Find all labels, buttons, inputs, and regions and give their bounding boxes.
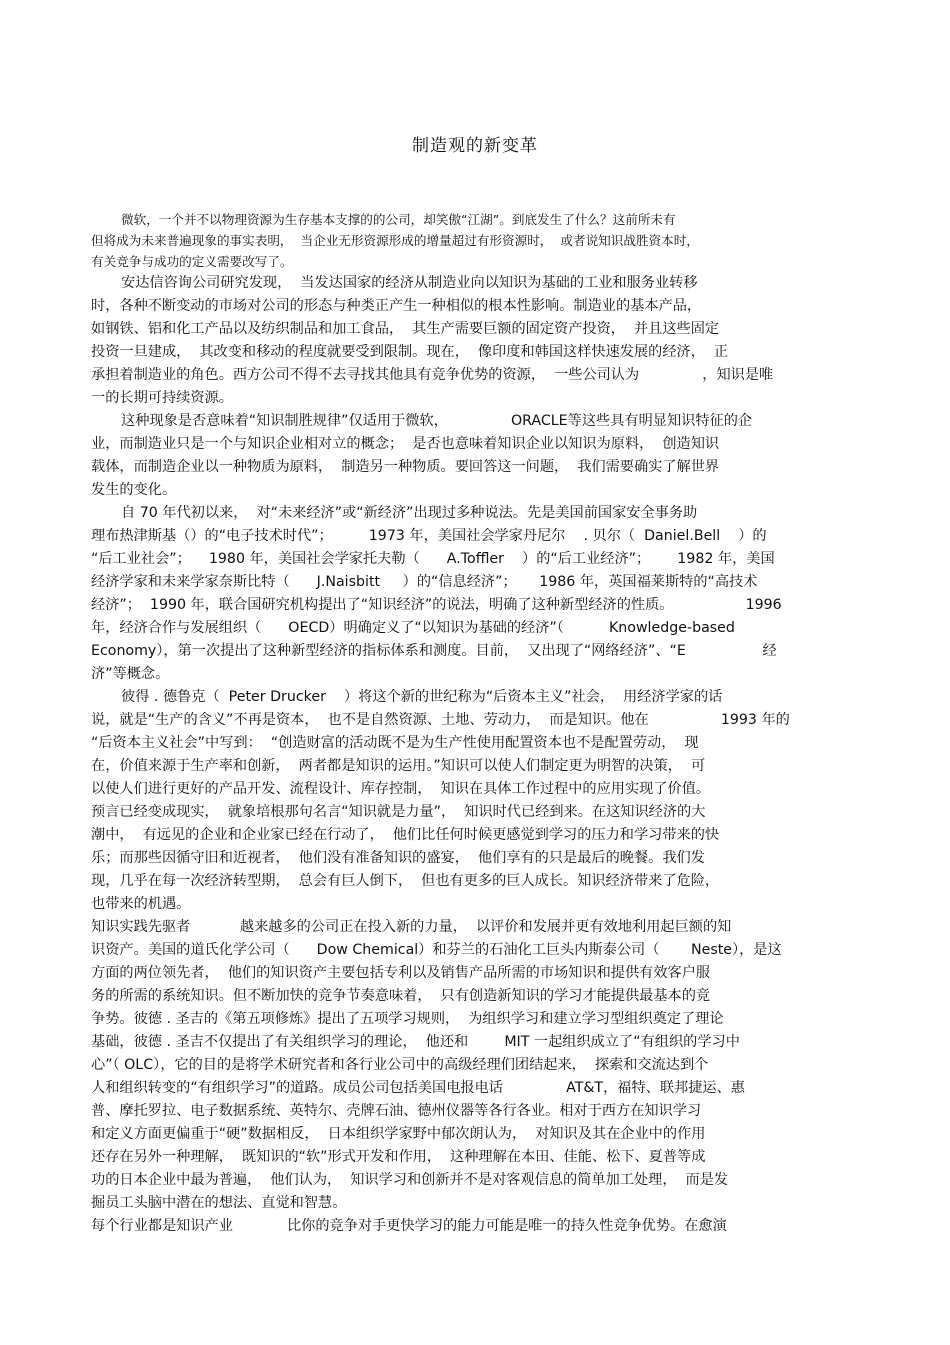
text-line: 现，几乎在每一次经济转型期， 总会有巨人倒下， 但也有更多的巨人成长。知识经济带来了危险， <box>91 873 720 889</box>
text-line: 争势。彼德 . 圣吉的《第五项修炼》提出了五项学习规则， 为组织学习和建立学习型组织奠定了理论 <box>91 1011 724 1027</box>
text-line: 这种现象是否意味着“知识制胜规律”仅适用于微软， ORACLE等这些具有明显知识特征的企 <box>121 413 753 429</box>
intro-line: 有关竞争与成功的定义需要改写了。 <box>91 254 293 269</box>
text-line: 载体，而制造企业以一种物质为原料， 制造另一种物质。要回答这一问题， 我们需要确实了解世界 <box>91 459 720 475</box>
text-line: 自 70 年代初以来， 对“未来经济”或“新经济”出现过多种说法。先是美国前国家安全事务助 <box>121 505 698 521</box>
text-line: 心”（ OLC），它的目的是将学术研究者和各行业公司中的高级经理们团结起来， 探索和交流达到个 <box>91 1057 709 1073</box>
text-line: 普、摩托罗拉、电子数据系统、英特尔、壳牌石油、德州仪器等各行各业。相对于西方在知识学习 <box>91 1103 702 1119</box>
text-line: Economy），第一次提出了这种新型经济的指标体系和测度。目前， 又出现了“网络经济”、“E 经 <box>91 643 777 659</box>
text-line: 业，而制造业只是一个与知识企业相对立的概念； 是否也意味着知识企业以知识为原料， 创造知识 <box>91 436 720 452</box>
text-line: 以使人们进行更好的产品开发、流程设计、库存控制， 知识在具体工作过程中的应用实现了价值。 <box>91 781 711 797</box>
text-line: 基础，彼德 . 圣吉不仅提出了有关组织学习的理论， 他还和 MIT 一起组织成立了“有组织的学习中 <box>91 1034 740 1050</box>
text-line: 济”等概念。 <box>91 666 170 682</box>
text-line: 投资一旦建成， 其改变和移动的程度就要受到限制。现在， 像印度和韩国这样快速发展的经济， 正 <box>91 344 729 360</box>
text-line: 和定义方面更偏重于“硬”数据相反， 日本组织学家野中郁次朗认为， 对知识及其在企业中的作用 <box>91 1126 706 1142</box>
text-line: 说，就是“生产的含义”不再是资本， 也不是自然资源、土地、劳动力， 而是知识。他在 1993 年的 <box>91 712 790 728</box>
document-title: 制造观的新变革 <box>412 136 538 156</box>
text-line: 发生的变化。 <box>91 482 177 498</box>
text-line: 一的长期可持续资源。 <box>91 390 233 406</box>
text-line: 在，价值来源于生产率和创新， 两者都是知识的运用。”知识可以使人们制定更为明智的决策， 可 <box>91 758 706 774</box>
text-line: 如钢铁、铝和化工产品以及纺织制品和加工食品， 其生产需要巨额的固定资产投资， 并且这些固定 <box>91 321 720 337</box>
text-line: 务的所需的系统知识。但不断加快的竞争节奏意味着， 只有创造新知识的学习才能提供最基本的竞 <box>91 988 711 1004</box>
text-line: 潮中， 有远见的企业和企业家已经在行动了， 他们比任何时候更感觉到学习的压力和学习带来的快 <box>91 827 720 843</box>
intro-line: 但将成为未来普遍现象的事实表明， 当企业无形资源形成的增量超过有形资源时， 或者说知识战胜资本时， <box>91 233 699 248</box>
text-line: 功的日本企业中最为普遍， 他们认为， 知识学习和创新并不是对客观信息的简单加工处理， 而是发 <box>91 1172 729 1188</box>
text-line: 经济”； 1990 年，联合国研究机构提出了“知识经济”的说法，明确了这种新型经济的性质。 1996 <box>91 597 782 613</box>
text-line: 经济学家和未来学家奈斯比特（ J.Naisbitt ）的“信息经济”； 1986 年，英国福莱斯特的“高技术 <box>91 574 758 590</box>
text-line: 每个行业都是知识产业 比你的竞争对手更快学习的能力可能是唯一的持久性竞争优势。在愈演 <box>91 1218 727 1234</box>
text-line: 彼得 . 德鲁克（ Peter Drucker ）将这个新的世纪称为“后资本主义”社会， 用经济学家的话 <box>121 689 723 705</box>
intro-line: 微软，一个并不以物理资源为生存基本支撑的的公司，却笑傲“江湖”。到底发生了什么？这前所未有 <box>121 212 676 227</box>
text-line: 承担着制造业的角色。西方公司不得不去寻找其他具有竞争优势的资源， 一些公司认为 ，知识是唯 <box>91 367 774 383</box>
text-line: 识资产。美国的道氏化学公司（ Dow Chemical）和芬兰的石油化工巨头内斯泰公司（ Neste），是这 <box>91 942 782 958</box>
text-line: 掘员工头脑中潜在的想法、直觉和智慧。 <box>91 1195 347 1211</box>
text-line: 方面的两位领先者， 他们的知识资产主要包括专利以及销售产品所需的市场知识和提供有效客户服 <box>91 965 711 981</box>
text-line: 安达信咨询公司研究发现， 当发达国家的经济从制造业向以知识为基础的工业和服务业转移 <box>121 275 698 291</box>
text-line: 年，经济合作与发展组织（ OECD）明确定义了“以知识为基础的经济”（ Knowledge-based <box>91 620 735 636</box>
text-line: 也带来的机遇。 <box>91 896 191 912</box>
text-line: 知识实践先驱者 越来越多的公司正在投入新的力量， 以评价和发展并更有效地利用起巨额的知 <box>91 919 732 935</box>
text-line: “后工业社会”； 1980 年，美国社会学家托夫勒（ A.Toffler ）的“后工业经济”； 1982 年，美国 <box>91 551 775 567</box>
text-line: 时，各种不断变动的市场对公司的形态与种类正产生一种相似的根本性影响。制造业的基本产品， <box>91 298 702 314</box>
text-line: “后资本主义社会”中写到： “创造财富的活动既不是为生产性使用配置资本也不是配置劳动， 现 <box>91 735 699 751</box>
text-line: 人和组织转变的“有组织学习”的道路。成员公司包括美国电报电话 AT&T，福特、联邦捷运、惠 <box>91 1080 745 1096</box>
text-line: 还存在另外一种理解， 既知识的“软”形式开发和作用， 这种理解在本田、佳能、松下、夏普等成 <box>91 1149 706 1165</box>
text-line: 理布热津斯基（）的“电子技术时代”； 1973 年，美国社会学家丹尼尔 . 贝尔（ Daniel.Bell ）的 <box>91 528 767 544</box>
text-line: 预言已经变成现实， 就象培根那句名言“知识就是力量”， 知识时代已经到来。在这知识经济的大 <box>91 804 706 820</box>
text-line: 乐；而那些因循守旧和近视者， 他们没有准备知识的盛宴， 他们享有的只是最后的晚餐。我们发 <box>91 850 705 866</box>
